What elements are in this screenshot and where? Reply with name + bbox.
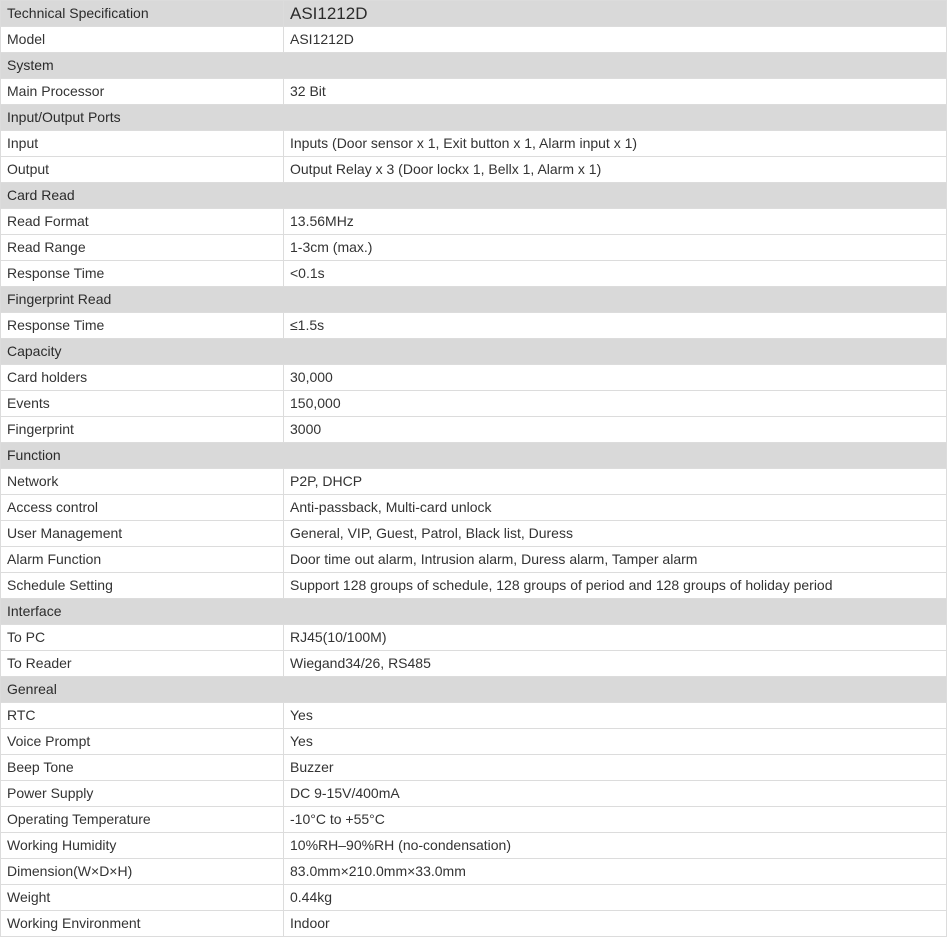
section-row	[1, 287, 947, 313]
spec-value: -10°C to +55°C	[284, 807, 947, 833]
section-title: Capacity	[1, 339, 947, 365]
spec-value: Output Relay x 3 (Door lockx 1, Bellx 1, Alarm x 1)	[284, 157, 947, 183]
spec-row	[1, 417, 947, 443]
spec-label: User Management	[1, 521, 284, 547]
spec-row	[1, 703, 947, 729]
spec-label: Card holders	[1, 365, 284, 391]
spec-row	[1, 729, 947, 755]
section-row	[1, 443, 947, 469]
spec-value: RJ45(10/100M)	[284, 625, 947, 651]
spec-row	[1, 209, 947, 235]
spec-value: 0.44kg	[284, 885, 947, 911]
spec-row	[1, 807, 947, 833]
spec-label: Weight	[1, 885, 284, 911]
spec-row	[1, 391, 947, 417]
spec-row	[1, 573, 947, 599]
spec-label: Power Supply	[1, 781, 284, 807]
spec-label: Events	[1, 391, 284, 417]
spec-value: Support 128 groups of schedule, 128 groups of period and 128 groups of holiday period	[284, 573, 947, 599]
spec-row	[1, 469, 947, 495]
spec-label: Voice Prompt	[1, 729, 284, 755]
spec-label: Model	[1, 27, 284, 53]
spec-label: Working Humidity	[1, 833, 284, 859]
table-header-row	[1, 1, 947, 27]
spec-value: 150,000	[284, 391, 947, 417]
spec-label: Access control	[1, 495, 284, 521]
section-title: System	[1, 53, 947, 79]
spec-value: P2P, DHCP	[284, 469, 947, 495]
spec-label: Fingerprint	[1, 417, 284, 443]
spec-row	[1, 27, 947, 53]
spec-value: Indoor	[284, 911, 947, 937]
spec-value: Yes	[284, 703, 947, 729]
section-row	[1, 53, 947, 79]
section-row	[1, 105, 947, 131]
section-title: Fingerprint Read	[1, 287, 947, 313]
spec-label: Operating Temperature	[1, 807, 284, 833]
spec-label: To PC	[1, 625, 284, 651]
model-highlight: ASI1212D	[284, 1, 947, 27]
spec-value: 10%RH–90%RH (no-condensation)	[284, 833, 947, 859]
spec-value: Door time out alarm, Intrusion alarm, Duress alarm, Tamper alarm	[284, 547, 947, 573]
spec-value: Inputs (Door sensor x 1, Exit button x 1, Alarm input x 1)	[284, 131, 947, 157]
section-title: Card Read	[1, 183, 947, 209]
spec-label: Beep Tone	[1, 755, 284, 781]
spec-row	[1, 625, 947, 651]
spec-value: Anti-passback, Multi-card unlock	[284, 495, 947, 521]
section-title: Function	[1, 443, 947, 469]
spec-value: 30,000	[284, 365, 947, 391]
spec-label: Alarm Function	[1, 547, 284, 573]
spec-label: Dimension(W×D×H)	[1, 859, 284, 885]
section-row	[1, 339, 947, 365]
spec-value: General, VIP, Guest, Patrol, Black list, Duress	[284, 521, 947, 547]
spec-value: <0.1s	[284, 261, 947, 287]
spec-value: Buzzer	[284, 755, 947, 781]
spec-row	[1, 885, 947, 911]
spec-row	[1, 833, 947, 859]
spec-value: 13.56MHz	[284, 209, 947, 235]
spec-row	[1, 521, 947, 547]
spec-label: Read Format	[1, 209, 284, 235]
spec-value: DC 9-15V/400mA	[284, 781, 947, 807]
spec-label: Output	[1, 157, 284, 183]
spec-row	[1, 365, 947, 391]
spec-label: Working Environment	[1, 911, 284, 937]
spec-label: Response Time	[1, 261, 284, 287]
section-title: Input/Output Ports	[1, 105, 947, 131]
spec-value: Yes	[284, 729, 947, 755]
spec-row	[1, 547, 947, 573]
spec-value: 3000	[284, 417, 947, 443]
spec-row	[1, 859, 947, 885]
spec-row	[1, 495, 947, 521]
spec-row	[1, 651, 947, 677]
spec-row	[1, 911, 947, 937]
section-row	[1, 677, 947, 703]
spec-value: 83.0mm×210.0mm×33.0mm	[284, 859, 947, 885]
spec-row	[1, 131, 947, 157]
spec-label: Input	[1, 131, 284, 157]
spec-label: Main Processor	[1, 79, 284, 105]
spec-label: To Reader	[1, 651, 284, 677]
spec-row	[1, 79, 947, 105]
section-title: Genreal	[1, 677, 947, 703]
spec-label: Schedule Setting	[1, 573, 284, 599]
spec-label: Response Time	[1, 313, 284, 339]
spec-value: 1-3cm (max.)	[284, 235, 947, 261]
spec-row	[1, 157, 947, 183]
spec-label: Network	[1, 469, 284, 495]
spec-row	[1, 755, 947, 781]
spec-row	[1, 313, 947, 339]
spec-value: Wiegand34/26, RS485	[284, 651, 947, 677]
spec-label: Read Range	[1, 235, 284, 261]
section-row	[1, 599, 947, 625]
spec-label: RTC	[1, 703, 284, 729]
spec-value: ≤1.5s	[284, 313, 947, 339]
spec-value: 32 Bit	[284, 79, 947, 105]
spec-value: ASI1212D	[284, 27, 947, 53]
section-title: Interface	[1, 599, 947, 625]
spec-title: Technical Specification	[1, 1, 284, 27]
spec-row	[1, 235, 947, 261]
section-row	[1, 183, 947, 209]
spec-row	[1, 781, 947, 807]
spec-row	[1, 261, 947, 287]
